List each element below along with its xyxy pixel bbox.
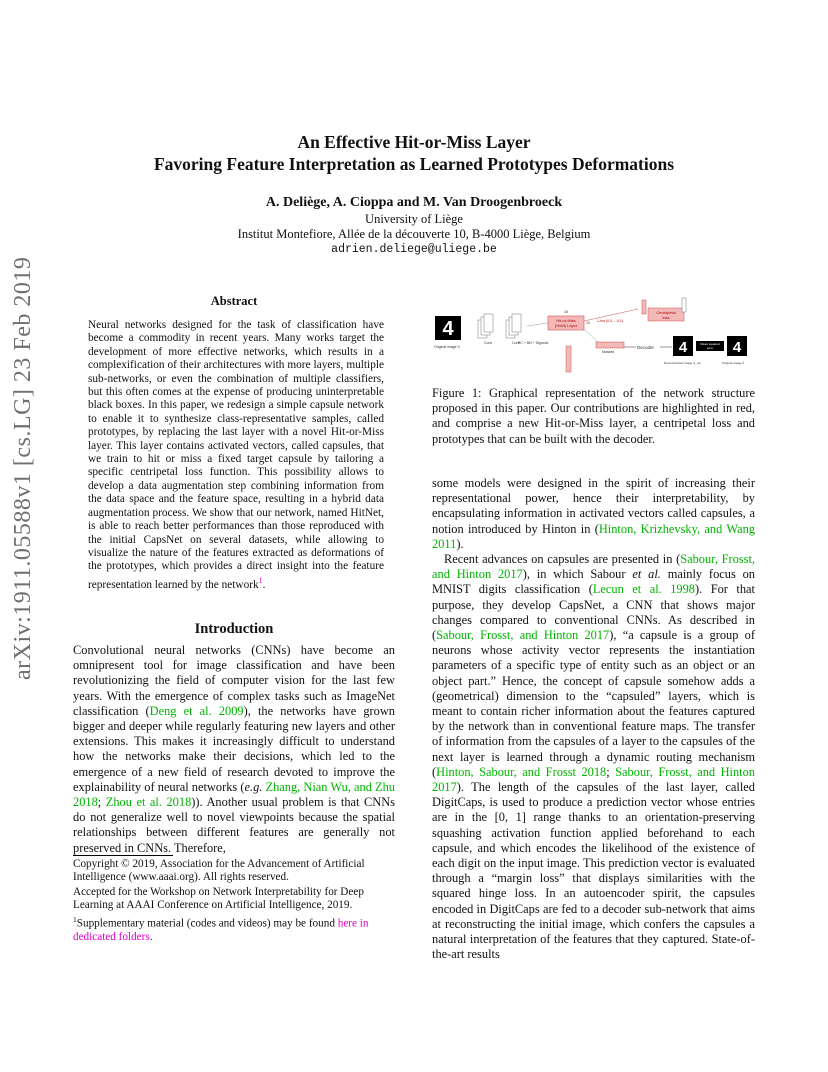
right-text: mainly focus on MNIST digits classification (	[432, 567, 755, 597]
footnote-text: Supplementary material (codes and videos) may be found	[76, 917, 338, 930]
label-loss2: loss	[662, 315, 670, 320]
abstract-body: Neural networks designed for the task of classification have become a commodity in recent years. Many works target the development of more effective networks, which results in a complexification of their architectures with more layers, multiple sub-networks, or even the combination of multiple classifiers, but this often comes at the expense of producing uninterpretable black boxes. In this paper, we redesign a simple capsule network to enable it to synthesize class-representative samples, called prototypes, by replacing the last layer with a novel Hit-or-Miss layer. This layer contains activated vectors, called capsules, that we train to hit or miss a fixed target capsule by tailoring a specific centripetal loss function. This possibility allows to develop a data augmentation step combining information from the data space and the feature space, resulting in a hybrid data augmentation process. We show that our network, named HitNet, is able to reach better performances than those reproduced with the initial CapsNet on several datasets, while allowing to visualize the nature of the features extracted as deformations of the prototypes, which provides a direct insight into the feature representation learned by the network	[88, 319, 384, 591]
label-decoder: Decoder	[637, 345, 655, 350]
abstract-text	[88, 319, 384, 592]
footnote-mark[interactable]: 1	[258, 575, 263, 585]
label-10: 10	[586, 321, 590, 325]
intro-heading: Introduction	[194, 621, 274, 637]
authors: A. Deliège, A. Cioppa and M. Van Droogenbroeck	[265, 195, 563, 210]
target-bar	[682, 298, 686, 312]
label-masked: Masked	[602, 350, 615, 354]
label-reconstructed: Reconstructed image X_rec	[664, 361, 702, 365]
footnote-1	[73, 913, 395, 945]
footnote-rule	[73, 855, 173, 856]
right-text: ). For that purpose, they develop CapsNet, a CNN that shows major changes compared to conventional CNNs. As described in (	[432, 582, 756, 643]
conv-block-1	[478, 314, 493, 338]
label-16: 16	[564, 310, 568, 314]
intro-text-2: ), the networks have grown bigger and deeper while regularly featuring new layers and other extensions. This makes it increasingly difficult to understand how the networks make their decisions, which led to the emergence of a new field of research devoted to improve the explainability of neural networks (	[73, 703, 395, 794]
right-text: Recent advances on capsules are presented in (	[444, 552, 681, 567]
intro-text-4: ;	[97, 795, 106, 810]
accepted-note: Accepted for the Workshop on Network Interpretability for Deep Learning at AAAI Conference on Artificial Intelligence, 2019.	[73, 886, 364, 912]
target-digit: 4	[732, 339, 742, 356]
citation-link[interactable]: Zhang, Nian Wu, and Zhu 2018	[73, 779, 395, 810]
citation-link[interactable]: Deng et al. 2009	[149, 703, 244, 718]
masked-box	[596, 342, 624, 348]
label-hom-top: Hit-or-Miss	[556, 318, 576, 323]
abstract-heading: Abstract	[210, 294, 258, 308]
citation-link[interactable]: Sabour, Frosst, and Hinton 2017	[436, 628, 610, 643]
citation-link[interactable]: Hinton, Krizhevsky, and Wang 2011	[432, 521, 755, 551]
label-mse2: error	[706, 346, 714, 350]
citation-link[interactable]: Zhou et al. 2018	[105, 795, 192, 810]
copyright-note: Copyright © 2019, Association for the Advancement of Artificial Intelligence (www.aaai.org). All rights reserved.	[73, 858, 365, 884]
label-onehot: 1-hot (0,0,...,0,1)	[597, 319, 623, 323]
citation-link[interactable]: Sabour, Frosst, and Hinton 2017	[432, 552, 755, 582]
right-paragraph-1	[432, 476, 755, 552]
affiliation-university: University of Liège	[365, 212, 463, 226]
label-original2: Original image X	[722, 361, 745, 365]
label-hom-bottom: (HoM) Layer	[554, 323, 578, 328]
label-pc: PC + BN + Sigmoid	[518, 341, 549, 345]
et-al: et al.	[632, 567, 661, 582]
abstract-end: .	[262, 578, 266, 591]
right-text: ), in which Sabour	[522, 567, 633, 582]
capsule-bar	[642, 300, 646, 314]
intro-eg: e.g.	[244, 779, 263, 794]
right-text: ), “a capsule is a group of neurons whose activity vector represents the instantiation parameters of a specific type of entity such as an object or an object part.” Hence, the concept of capsule somehow adds a (geometrical) dimension to the “capsuled” layers, which is meant to contain richer information about the features captured by the network than in conventional feature maps. The transfer of information from the capsules of a layer to the capsules of the next layer is learned through a dynamic routing mechanism (	[432, 628, 755, 779]
paper-title-line1: An Effective Hit-or-Miss Layer	[297, 132, 531, 152]
masked-capsules	[566, 346, 571, 372]
supplementary-link[interactable]: here in dedicated folders	[73, 917, 369, 944]
arxiv-stamp: arXiv:1911.05588v1 [cs.LG] 23 Feb 2019	[10, 256, 36, 680]
intro-paragraph	[73, 643, 395, 856]
label-mse1: Mean squared	[700, 342, 720, 346]
network-diagram	[432, 296, 755, 378]
label-loss1: Centripetal	[656, 310, 676, 315]
author-email: adrien.deliege@uliege.be	[331, 243, 497, 256]
right-column-text	[432, 476, 755, 963]
right-text: ).	[456, 536, 464, 551]
footnote-end: .	[149, 931, 153, 944]
citation-link[interactable]: Hinton, Sabour, and Frosst 2018	[436, 764, 607, 779]
affiliation-address: Institut Montefiore, Allée de la découverte 10, B-4000 Liège, Belgium	[237, 227, 591, 241]
right-text: ;	[606, 764, 616, 779]
citation-link[interactable]: Sabour, Frosst, and Hinton 2017	[432, 764, 755, 795]
reconstructed-digit: 4	[678, 339, 688, 356]
intro-text-5: )). Another usual problem is that CNNs do not generalize well to novel viewpoints because the spatial relationships between different features are generally not preserved in CNNs. Therefore,	[73, 795, 395, 855]
intro-text-1: Convolutional neural networks (CNNs) have become an omnipresent tool for image classification and have been revolutionizing the field of computer vision for the last few years. With the emergence of complex tasks such as ImageNet classification (	[73, 643, 395, 718]
label-original: Original image X	[434, 345, 460, 349]
input-digit: 4	[442, 318, 454, 340]
paper-title-line2: Favoring Feature Interpretation as Learned Prototypes Deformations	[153, 154, 675, 174]
label-conv2: Conv	[512, 341, 521, 345]
right-text: ). The length of the capsules of the last layer, called DigitCaps, is used to produce a prediction vector whose entries are in the [0, 1] range thanks to an orientation-preserving squashing activation function applied beforehand to each capsule, and which encodes the likelihood of the existence of each digit on the input image. This prediction vector is evaluated through a “margin loss” that displays similarities with the squared hinge loss. In an autoencoder spirit, the capsules encoded in DigitCaps are fed to a decoder sub-network that aims at reconstructing the initial image, which confers the capsules a natural interpretation of the features that they captured. State-of-the-art results	[432, 780, 755, 962]
conv-block-2	[506, 314, 521, 338]
right-paragraph-2	[432, 552, 755, 962]
citation-link[interactable]: Lecun et al. 1998	[592, 582, 696, 597]
figure-caption: Figure 1: Graphical representation of the network structure proposed in this paper. Our contributions are highlighted in red, and comprise a new Hit-or-Miss layer, a centripetal loss and prototypes that can be built with the decoder.	[432, 386, 755, 446]
label-conv1: Conv	[484, 341, 493, 345]
footnote-number: 1	[73, 915, 77, 924]
right-text: some models were designed in the spirit of increasing their representational power, hence their interpretability, by encapsulating information in activated vectors called capsules, a notion introduced by Hinton in (	[432, 476, 755, 536]
